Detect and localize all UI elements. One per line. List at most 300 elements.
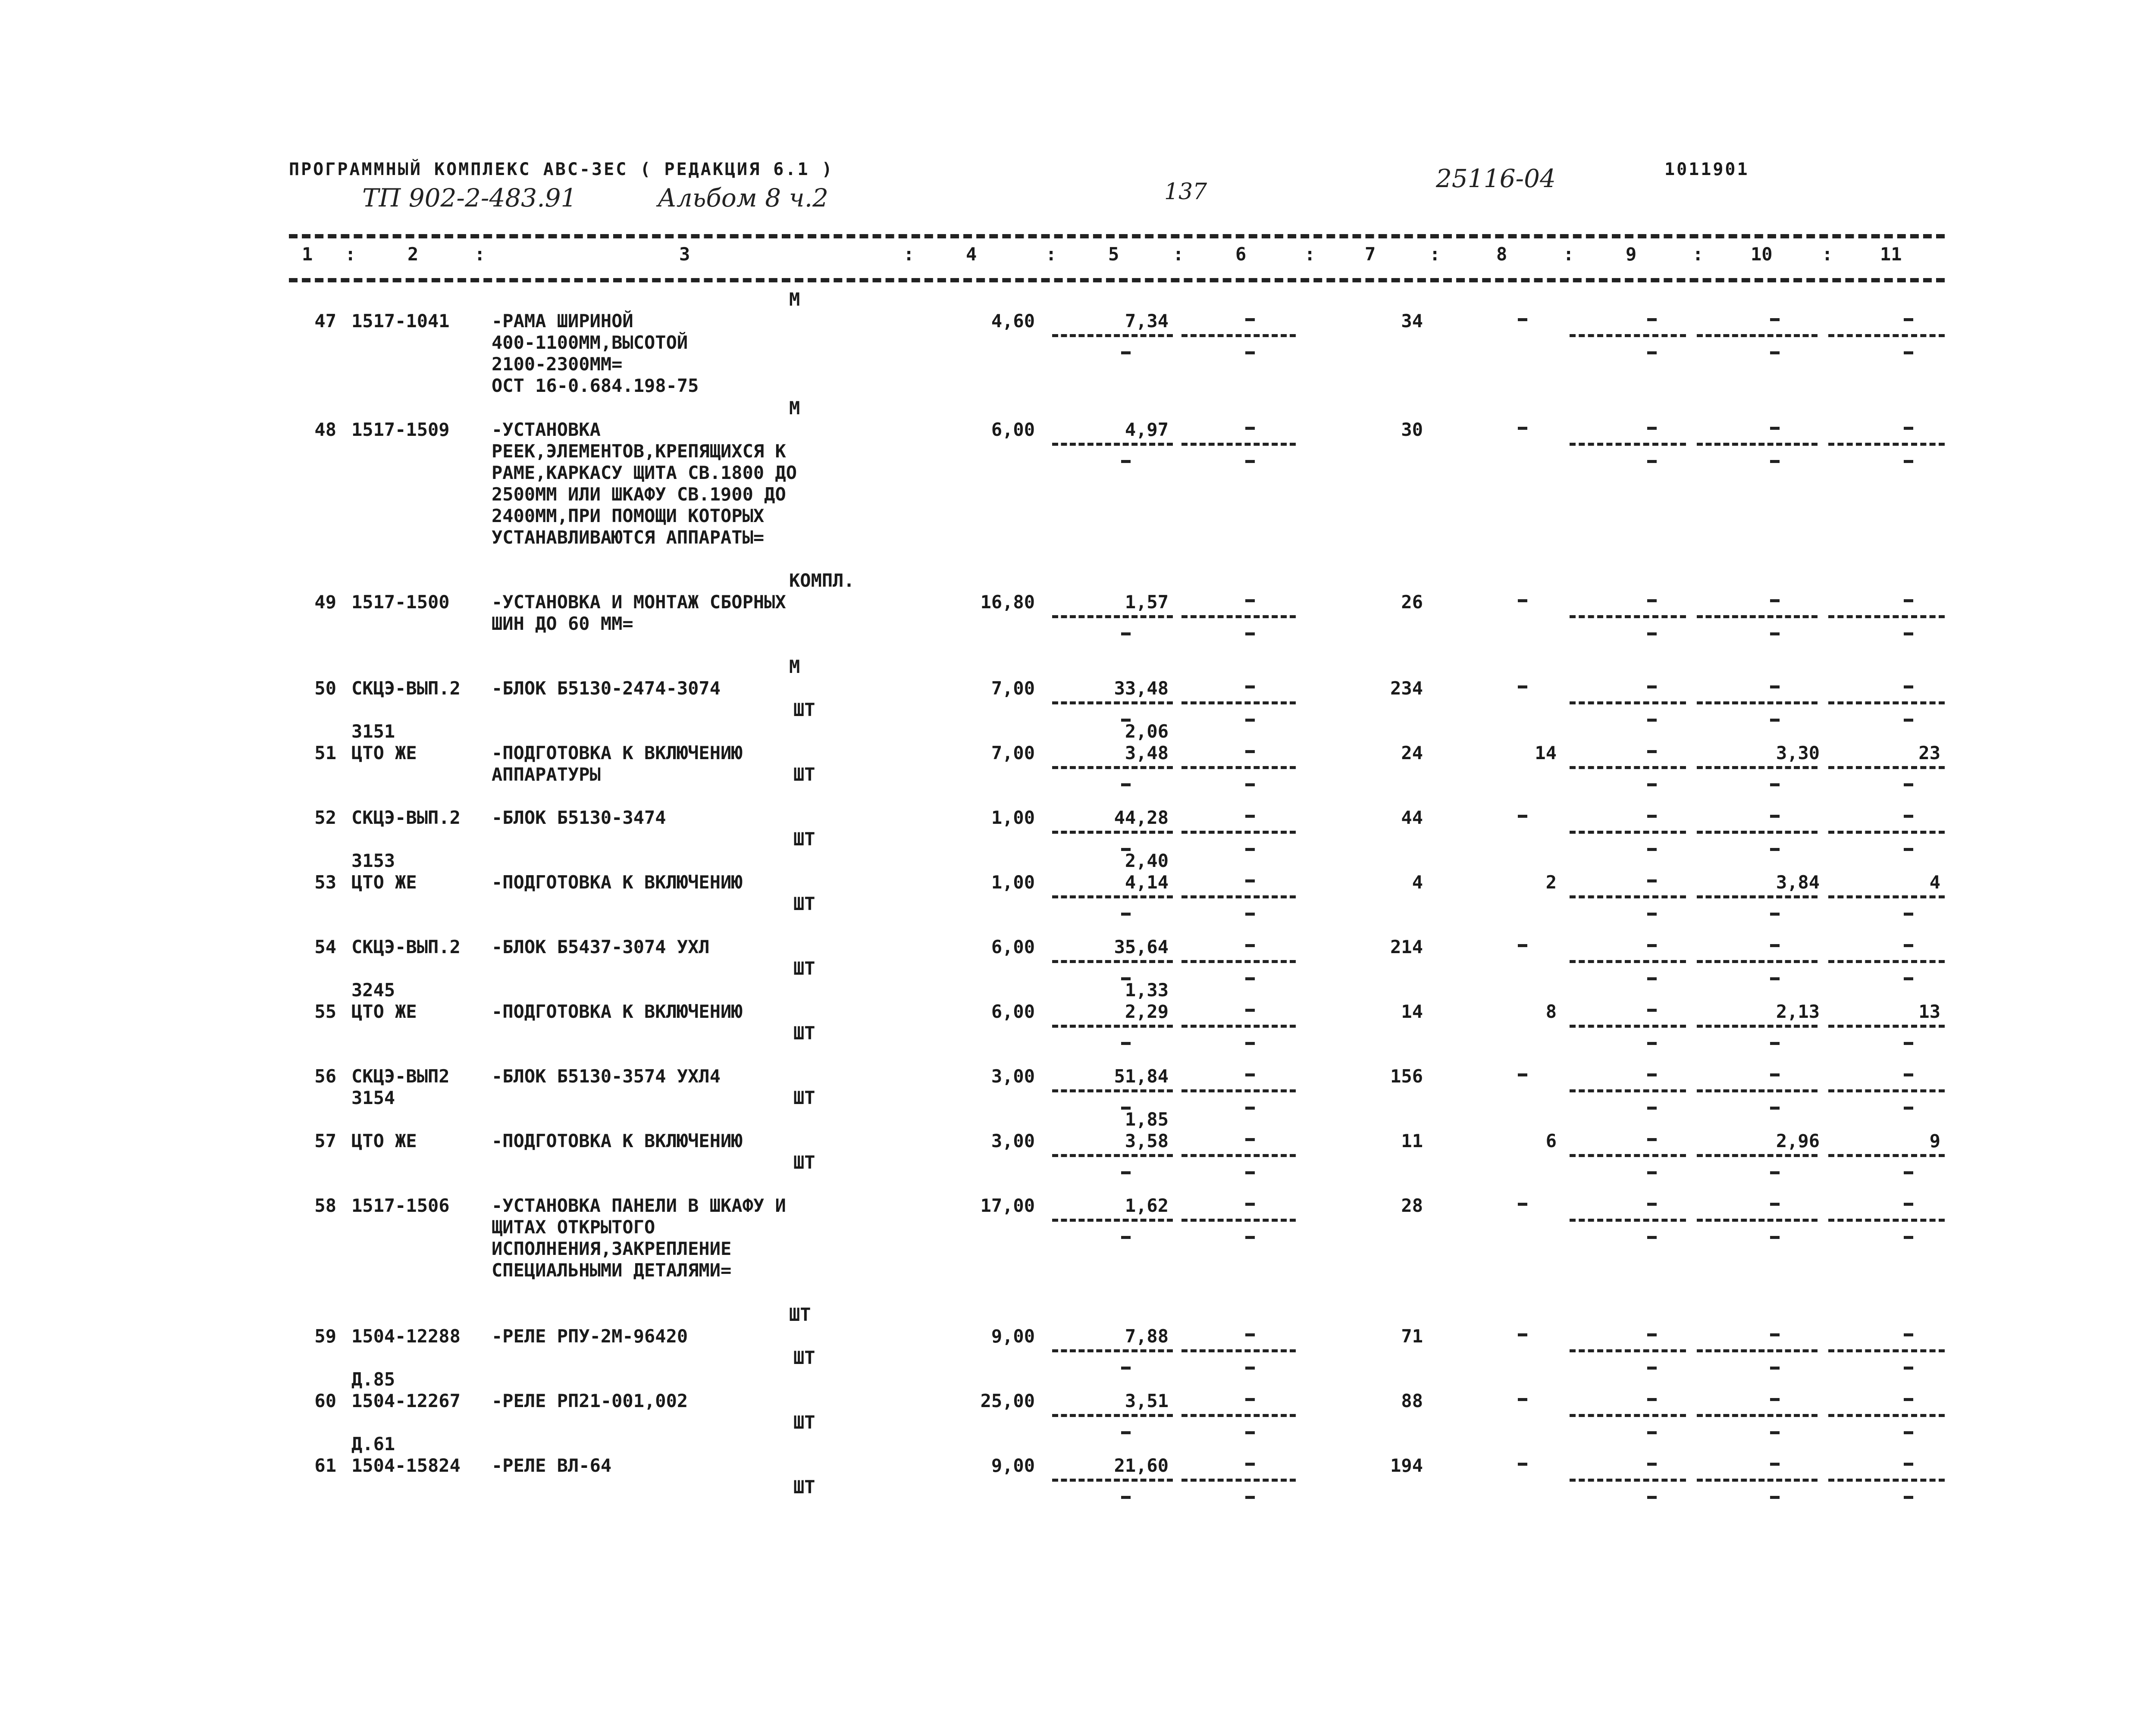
empty-value-dash xyxy=(1245,719,1255,722)
dashed-separator xyxy=(1052,1154,1173,1157)
empty-value-dash xyxy=(1518,1333,1527,1336)
unit-cost-value: 7,34 xyxy=(1125,310,1169,332)
empty-value-dash xyxy=(1647,632,1657,635)
col-10: 10 xyxy=(1751,244,1773,265)
empty-value-dash xyxy=(1904,719,1913,722)
unit-label: ШТ xyxy=(793,1152,815,1173)
empty-value-dash xyxy=(1770,1107,1780,1110)
unit-cost-secondary: 1,85 xyxy=(1125,1109,1169,1130)
empty-value-dash xyxy=(1245,599,1255,602)
total-cost-value: 234 xyxy=(1390,678,1423,699)
quantity-value: 3,00 xyxy=(991,1066,1035,1087)
empty-value-dash xyxy=(1770,1398,1780,1401)
unit-label: ШТ xyxy=(793,1347,815,1368)
empty-value-dash xyxy=(1518,318,1527,321)
empty-value-dash xyxy=(1518,427,1527,430)
col-7: 7 xyxy=(1365,244,1376,265)
unit-cost-value: 3,48 xyxy=(1125,742,1169,763)
empty-value-dash xyxy=(1245,815,1255,818)
resource-code: 1517-1041 xyxy=(351,310,450,332)
empty-value-dash xyxy=(1518,944,1527,947)
row-number: 57 xyxy=(314,1130,336,1151)
unit-cost-value: 51,84 xyxy=(1114,1066,1169,1087)
empty-value-dash xyxy=(1647,460,1657,463)
empty-value-dash xyxy=(1245,1138,1255,1141)
row-number: 60 xyxy=(314,1390,336,1411)
col8-value: 6 xyxy=(1545,1130,1557,1151)
empty-value-dash xyxy=(1245,1171,1255,1174)
empty-value-dash xyxy=(1647,719,1657,722)
quantity-value: 6,00 xyxy=(991,936,1035,957)
unit-cost-value: 4,97 xyxy=(1125,419,1169,440)
empty-value-dash xyxy=(1647,1042,1657,1045)
empty-value-dash xyxy=(1245,1398,1255,1401)
total-cost-value: 194 xyxy=(1390,1455,1423,1476)
description-line: АППАРАТУРЫ xyxy=(492,764,601,785)
empty-value-dash xyxy=(1904,1398,1913,1401)
dashed-separator xyxy=(1828,1089,1945,1092)
unit-label: ШТ xyxy=(793,829,815,850)
col-5: 5 xyxy=(1108,244,1119,265)
dashed-separator xyxy=(1181,1154,1296,1157)
row-number: 56 xyxy=(314,1066,336,1087)
dashed-separator xyxy=(1828,960,1945,963)
col10-value: 2,96 xyxy=(1776,1130,1820,1151)
empty-value-dash xyxy=(1245,1367,1255,1370)
empty-value-dash xyxy=(1245,1009,1255,1012)
unit-cost-value: 1,62 xyxy=(1125,1195,1169,1216)
dashed-separator xyxy=(1570,1025,1686,1028)
total-cost-value: 14 xyxy=(1401,1001,1423,1022)
unit-label: М xyxy=(789,656,800,677)
dashed-separator xyxy=(1570,1349,1686,1352)
row-number: 47 xyxy=(314,310,336,332)
dashed-separator xyxy=(1052,1479,1173,1482)
total-cost-value: 30 xyxy=(1401,419,1423,440)
empty-value-dash xyxy=(1647,815,1657,818)
unit-cost-value: 35,64 xyxy=(1114,936,1169,957)
dashed-separator xyxy=(1828,895,1945,898)
empty-value-dash xyxy=(1770,815,1780,818)
description-line: 2500ММ ИЛИ ШКАФУ СВ.1900 ДО xyxy=(492,484,786,505)
code-prefix: Д.85 xyxy=(351,1369,395,1390)
empty-value-dash xyxy=(1121,351,1131,354)
resource-code-line2: 3154 xyxy=(351,1087,395,1108)
col-1: 1 xyxy=(302,244,313,265)
empty-value-dash xyxy=(1904,783,1913,786)
empty-value-dash xyxy=(1770,1463,1780,1466)
quantity-value: 1,00 xyxy=(991,872,1035,893)
dashed-separator xyxy=(1052,1219,1173,1222)
description-line: -РЕЛЕ ВЛ-64 xyxy=(492,1455,612,1476)
description-line: -БЛОК Б5437-3074 УХЛ xyxy=(492,936,710,957)
description-line: УСТАНАВЛИВАЮТСЯ АППАРАТЫ= xyxy=(492,527,765,548)
dashed-separator xyxy=(1570,1089,1686,1092)
dashed-separator xyxy=(1828,443,1945,446)
dashed-separator xyxy=(1828,1219,1945,1222)
description-line: -БЛОК Б5130-2474-3074 xyxy=(492,678,721,699)
empty-value-dash xyxy=(1904,318,1913,321)
dashed-separator xyxy=(1570,443,1686,446)
dashed-separator xyxy=(1697,1025,1818,1028)
page-number: 137 xyxy=(1164,179,1207,205)
empty-value-dash xyxy=(1904,1367,1913,1370)
quantity-value: 9,00 xyxy=(991,1455,1035,1476)
col-separator: : xyxy=(1692,244,1704,265)
empty-value-dash xyxy=(1904,1042,1913,1045)
dashed-separator xyxy=(1052,960,1173,963)
col-separator: : xyxy=(1429,244,1441,265)
dashed-separator xyxy=(1697,1089,1818,1092)
dashed-separator xyxy=(1828,766,1945,769)
empty-value-dash xyxy=(1245,977,1255,980)
empty-value-dash xyxy=(1770,719,1780,722)
total-cost-value: 88 xyxy=(1401,1390,1423,1411)
description-line: СПЕЦИАЛЬНЫМИ ДЕТАЛЯМИ= xyxy=(492,1260,732,1281)
total-cost-value: 24 xyxy=(1401,742,1423,763)
resource-code: 1517-1506 xyxy=(351,1195,450,1216)
col-separator: : xyxy=(903,244,915,265)
code-prefix: 3245 xyxy=(351,979,395,1001)
unit-cost-value: 3,51 xyxy=(1125,1390,1169,1411)
empty-value-dash xyxy=(1770,1333,1780,1336)
dashed-separator xyxy=(1828,701,1945,704)
row-number: 50 xyxy=(314,678,336,699)
header-bottom-rule xyxy=(289,278,1945,282)
dashed-separator xyxy=(1697,766,1818,769)
description-line: -ПОДГОТОВКА К ВКЛЮЧЕНИЮ xyxy=(492,742,743,763)
empty-value-dash xyxy=(1647,944,1657,947)
unit-label: КОМПЛ. xyxy=(789,570,855,591)
description-line: -ПОДГОТОВКА К ВКЛЮЧЕНИЮ xyxy=(492,1130,743,1151)
dashed-separator xyxy=(1181,1025,1296,1028)
col-separator: : xyxy=(474,244,486,265)
empty-value-dash xyxy=(1518,685,1527,688)
empty-value-dash xyxy=(1770,1496,1780,1499)
resource-code: СКЦЭ-ВЫП.2 xyxy=(351,807,461,828)
dashed-separator xyxy=(1697,1219,1818,1222)
empty-value-dash xyxy=(1647,427,1657,430)
col-separator: : xyxy=(345,244,356,265)
unit-label: ШТ xyxy=(793,764,815,785)
col-separator: : xyxy=(1173,244,1184,265)
empty-value-dash xyxy=(1245,1431,1255,1434)
description-line: ОСТ 16-0.684.198-75 xyxy=(492,375,699,396)
resource-code: 1504-12267 xyxy=(351,1390,461,1411)
empty-value-dash xyxy=(1245,460,1255,463)
resource-code: СКЦЭ-ВЫП.2 xyxy=(351,678,461,699)
empty-value-dash xyxy=(1647,750,1657,753)
empty-value-dash xyxy=(1770,427,1780,430)
description-line: -УСТАНОВКА ПАНЕЛИ В ШКАФУ И xyxy=(492,1195,786,1216)
unit-cost-value: 7,88 xyxy=(1125,1326,1169,1347)
empty-value-dash xyxy=(1904,1463,1913,1466)
empty-value-dash xyxy=(1647,1236,1657,1239)
dashed-separator xyxy=(1181,1089,1296,1092)
description-line: -ПОДГОТОВКА К ВКЛЮЧЕНИЮ xyxy=(492,1001,743,1022)
code-prefix: 3151 xyxy=(351,721,395,742)
empty-value-dash xyxy=(1245,1463,1255,1466)
col11-value: 23 xyxy=(1918,742,1940,763)
unit-cost-value: 3,58 xyxy=(1125,1130,1169,1151)
empty-value-dash xyxy=(1770,783,1780,786)
empty-value-dash xyxy=(1647,1009,1657,1012)
empty-value-dash xyxy=(1770,685,1780,688)
empty-value-dash xyxy=(1770,351,1780,354)
dashed-separator xyxy=(1828,615,1945,618)
unit-label: ШТ xyxy=(793,699,815,720)
dashed-separator xyxy=(1181,1414,1296,1417)
total-cost-value: 26 xyxy=(1401,591,1423,613)
empty-value-dash xyxy=(1770,944,1780,947)
empty-value-dash xyxy=(1647,318,1657,321)
empty-value-dash xyxy=(1245,783,1255,786)
col-4: 4 xyxy=(966,244,977,265)
unit-label: ШТ xyxy=(789,1304,811,1325)
empty-value-dash xyxy=(1245,1203,1255,1206)
dashed-separator xyxy=(1570,895,1686,898)
description-line: ЩИТАХ ОТКРЫТОГО xyxy=(492,1217,655,1238)
empty-value-dash xyxy=(1518,1398,1527,1401)
total-cost-value: 214 xyxy=(1390,936,1423,957)
empty-value-dash xyxy=(1647,599,1657,602)
empty-value-dash xyxy=(1904,351,1913,354)
col-11: 11 xyxy=(1880,244,1902,265)
unit-label: ШТ xyxy=(793,958,815,979)
description-line: -УСТАНОВКА И МОНТАЖ СБОРНЫХ xyxy=(492,591,786,613)
empty-value-dash xyxy=(1904,632,1913,635)
unit-label: ШТ xyxy=(793,1412,815,1433)
empty-value-dash xyxy=(1245,427,1255,430)
document-number: 1011901 xyxy=(1664,160,1749,179)
empty-value-dash xyxy=(1121,1042,1131,1045)
empty-value-dash xyxy=(1770,1073,1780,1076)
empty-value-dash xyxy=(1770,1236,1780,1239)
total-cost-value: 11 xyxy=(1401,1130,1423,1151)
empty-value-dash xyxy=(1245,1333,1255,1336)
unit-cost-value: 33,48 xyxy=(1114,678,1169,699)
dashed-separator xyxy=(1828,1349,1945,1352)
description-line: -РЕЛЕ РПУ-2М-96420 xyxy=(492,1326,688,1347)
resource-code: 1517-1509 xyxy=(351,419,450,440)
unit-cost-secondary: 2,06 xyxy=(1125,721,1169,742)
dashed-separator xyxy=(1181,766,1296,769)
dashed-separator xyxy=(1052,895,1173,898)
empty-value-dash xyxy=(1647,1333,1657,1336)
album-handwritten: Альбом 8 ч.2 xyxy=(658,183,829,213)
empty-value-dash xyxy=(1647,1367,1657,1370)
empty-value-dash xyxy=(1245,944,1255,947)
col11-value: 4 xyxy=(1929,872,1940,893)
dashed-separator xyxy=(1697,443,1818,446)
description-line: ШИН ДО 60 ММ= xyxy=(492,613,633,634)
unit-cost-value: 44,28 xyxy=(1114,807,1169,828)
description-line: -РАМА ШИРИНОЙ xyxy=(492,310,633,332)
empty-value-dash xyxy=(1518,1073,1527,1076)
empty-value-dash xyxy=(1245,318,1255,321)
dashed-separator xyxy=(1697,1349,1818,1352)
quantity-value: 4,60 xyxy=(991,310,1035,332)
dashed-separator xyxy=(1052,831,1173,834)
dashed-separator xyxy=(1697,1414,1818,1417)
quantity-value: 1,00 xyxy=(991,807,1035,828)
unit-label: ШТ xyxy=(793,893,815,914)
empty-value-dash xyxy=(1245,1042,1255,1045)
quantity-value: 3,00 xyxy=(991,1130,1035,1151)
dashed-separator xyxy=(1570,701,1686,704)
resource-code: ЦТО ЖЕ xyxy=(351,872,417,893)
row-number: 59 xyxy=(314,1326,336,1347)
empty-value-dash xyxy=(1647,783,1657,786)
description-line: 2100-2300ММ= xyxy=(492,353,623,375)
quantity-value: 16,80 xyxy=(980,591,1035,613)
empty-value-dash xyxy=(1770,1042,1780,1045)
dashed-separator xyxy=(1181,334,1296,337)
col-separator: : xyxy=(1822,244,1833,265)
empty-value-dash xyxy=(1647,1463,1657,1466)
empty-value-dash xyxy=(1245,685,1255,688)
dashed-separator xyxy=(1697,1154,1818,1157)
top-rule xyxy=(289,234,1945,238)
empty-value-dash xyxy=(1904,1203,1913,1206)
unit-label: М xyxy=(789,397,800,419)
empty-value-dash xyxy=(1647,913,1657,916)
dashed-separator xyxy=(1697,701,1818,704)
dashed-separator xyxy=(1828,831,1945,834)
dashed-separator xyxy=(1052,1025,1173,1028)
empty-value-dash xyxy=(1647,1107,1657,1110)
unit-cost-value: 21,60 xyxy=(1114,1455,1169,1476)
empty-value-dash xyxy=(1518,1463,1527,1466)
empty-value-dash xyxy=(1245,913,1255,916)
unit-label: ШТ xyxy=(793,1476,815,1498)
dashed-separator xyxy=(1570,615,1686,618)
empty-value-dash xyxy=(1121,1431,1131,1434)
empty-value-dash xyxy=(1770,632,1780,635)
dashed-separator xyxy=(1181,831,1296,834)
empty-value-dash xyxy=(1647,351,1657,354)
dashed-separator xyxy=(1181,443,1296,446)
total-cost-value: 156 xyxy=(1390,1066,1423,1087)
dashed-separator xyxy=(1052,334,1173,337)
dashed-separator xyxy=(1052,1414,1173,1417)
empty-value-dash xyxy=(1121,1367,1131,1370)
col-separator: : xyxy=(1304,244,1316,265)
empty-value-dash xyxy=(1904,1496,1913,1499)
unit-label: М xyxy=(789,289,800,310)
dashed-separator xyxy=(1697,960,1818,963)
resource-code: ЦТО ЖЕ xyxy=(351,742,417,763)
row-number: 52 xyxy=(314,807,336,828)
empty-value-dash xyxy=(1647,879,1657,882)
empty-value-dash xyxy=(1904,685,1913,688)
empty-value-dash xyxy=(1121,1496,1131,1499)
empty-value-dash xyxy=(1904,1236,1913,1239)
dashed-separator xyxy=(1828,1479,1945,1482)
col10-value: 2,13 xyxy=(1776,1001,1820,1022)
dashed-separator xyxy=(1181,1349,1296,1352)
resource-code: 1504-12288 xyxy=(351,1326,461,1347)
empty-value-dash xyxy=(1121,1236,1131,1239)
empty-value-dash xyxy=(1770,599,1780,602)
total-cost-value: 4 xyxy=(1412,872,1423,893)
dashed-separator xyxy=(1570,1479,1686,1482)
description-line: -БЛОК Б5130-3574 УХЛ4 xyxy=(492,1066,721,1087)
row-number: 53 xyxy=(314,872,336,893)
code-prefix: Д.61 xyxy=(351,1433,395,1455)
resource-code: СКЦЭ-ВЫП2 xyxy=(351,1066,450,1087)
row-number: 58 xyxy=(314,1195,336,1216)
empty-value-dash xyxy=(1245,1073,1255,1076)
col11-value: 13 xyxy=(1918,1001,1940,1022)
quantity-value: 9,00 xyxy=(991,1326,1035,1347)
empty-value-dash xyxy=(1647,1431,1657,1434)
dashed-separator xyxy=(1828,1025,1945,1028)
unit-cost-secondary: 2,40 xyxy=(1125,850,1169,871)
dashed-separator xyxy=(1052,1349,1173,1352)
empty-value-dash xyxy=(1245,1107,1255,1110)
dashed-separator xyxy=(1052,766,1173,769)
quantity-value: 17,00 xyxy=(980,1195,1035,1216)
empty-value-dash xyxy=(1245,632,1255,635)
quantity-value: 6,00 xyxy=(991,1001,1035,1022)
dashed-separator xyxy=(1052,1089,1173,1092)
empty-value-dash xyxy=(1121,913,1131,916)
code-handwritten: 25116-04 xyxy=(1436,164,1556,193)
empty-value-dash xyxy=(1904,460,1913,463)
description-line: -ПОДГОТОВКА К ВКЛЮЧЕНИЮ xyxy=(492,872,743,893)
empty-value-dash xyxy=(1904,815,1913,818)
col10-value: 3,84 xyxy=(1776,872,1820,893)
total-cost-value: 71 xyxy=(1401,1326,1423,1347)
dashed-separator xyxy=(1181,615,1296,618)
empty-value-dash xyxy=(1245,879,1255,882)
empty-value-dash xyxy=(1647,977,1657,980)
col-separator: : xyxy=(1046,244,1057,265)
description-line: РАМЕ,КАРКАСУ ЩИТА СВ.1800 ДО xyxy=(492,462,797,483)
row-number: 54 xyxy=(314,936,336,957)
col11-value: 9 xyxy=(1929,1130,1940,1151)
col-9: 9 xyxy=(1626,244,1637,265)
empty-value-dash xyxy=(1647,1073,1657,1076)
code-prefix: 3153 xyxy=(351,850,395,871)
empty-value-dash xyxy=(1770,913,1780,916)
empty-value-dash xyxy=(1647,1203,1657,1206)
resource-code: 1504-15824 xyxy=(351,1455,461,1476)
empty-value-dash xyxy=(1904,1073,1913,1076)
description-line: РЕЕК,ЭЛЕМЕНТОВ,КРЕПЯЩИХСЯ К xyxy=(492,441,786,462)
empty-value-dash xyxy=(1647,685,1657,688)
empty-value-dash xyxy=(1647,1138,1657,1141)
dashed-separator xyxy=(1697,1479,1818,1482)
empty-value-dash xyxy=(1904,848,1913,851)
empty-value-dash xyxy=(1647,1398,1657,1401)
col-separator: : xyxy=(1563,244,1574,265)
empty-value-dash xyxy=(1904,977,1913,980)
empty-value-dash xyxy=(1121,460,1131,463)
unit-cost-secondary: 1,33 xyxy=(1125,979,1169,1001)
empty-value-dash xyxy=(1245,1236,1255,1239)
col-2: 2 xyxy=(407,244,419,265)
empty-value-dash xyxy=(1647,848,1657,851)
empty-value-dash xyxy=(1904,1171,1913,1174)
description-line: 2400ММ,ПРИ ПОМОЩИ КОТОРЫХ xyxy=(492,505,765,526)
empty-value-dash xyxy=(1770,848,1780,851)
empty-value-dash xyxy=(1770,977,1780,980)
description-line: -УСТАНОВКА xyxy=(492,419,601,440)
empty-value-dash xyxy=(1904,944,1913,947)
dashed-separator xyxy=(1697,895,1818,898)
